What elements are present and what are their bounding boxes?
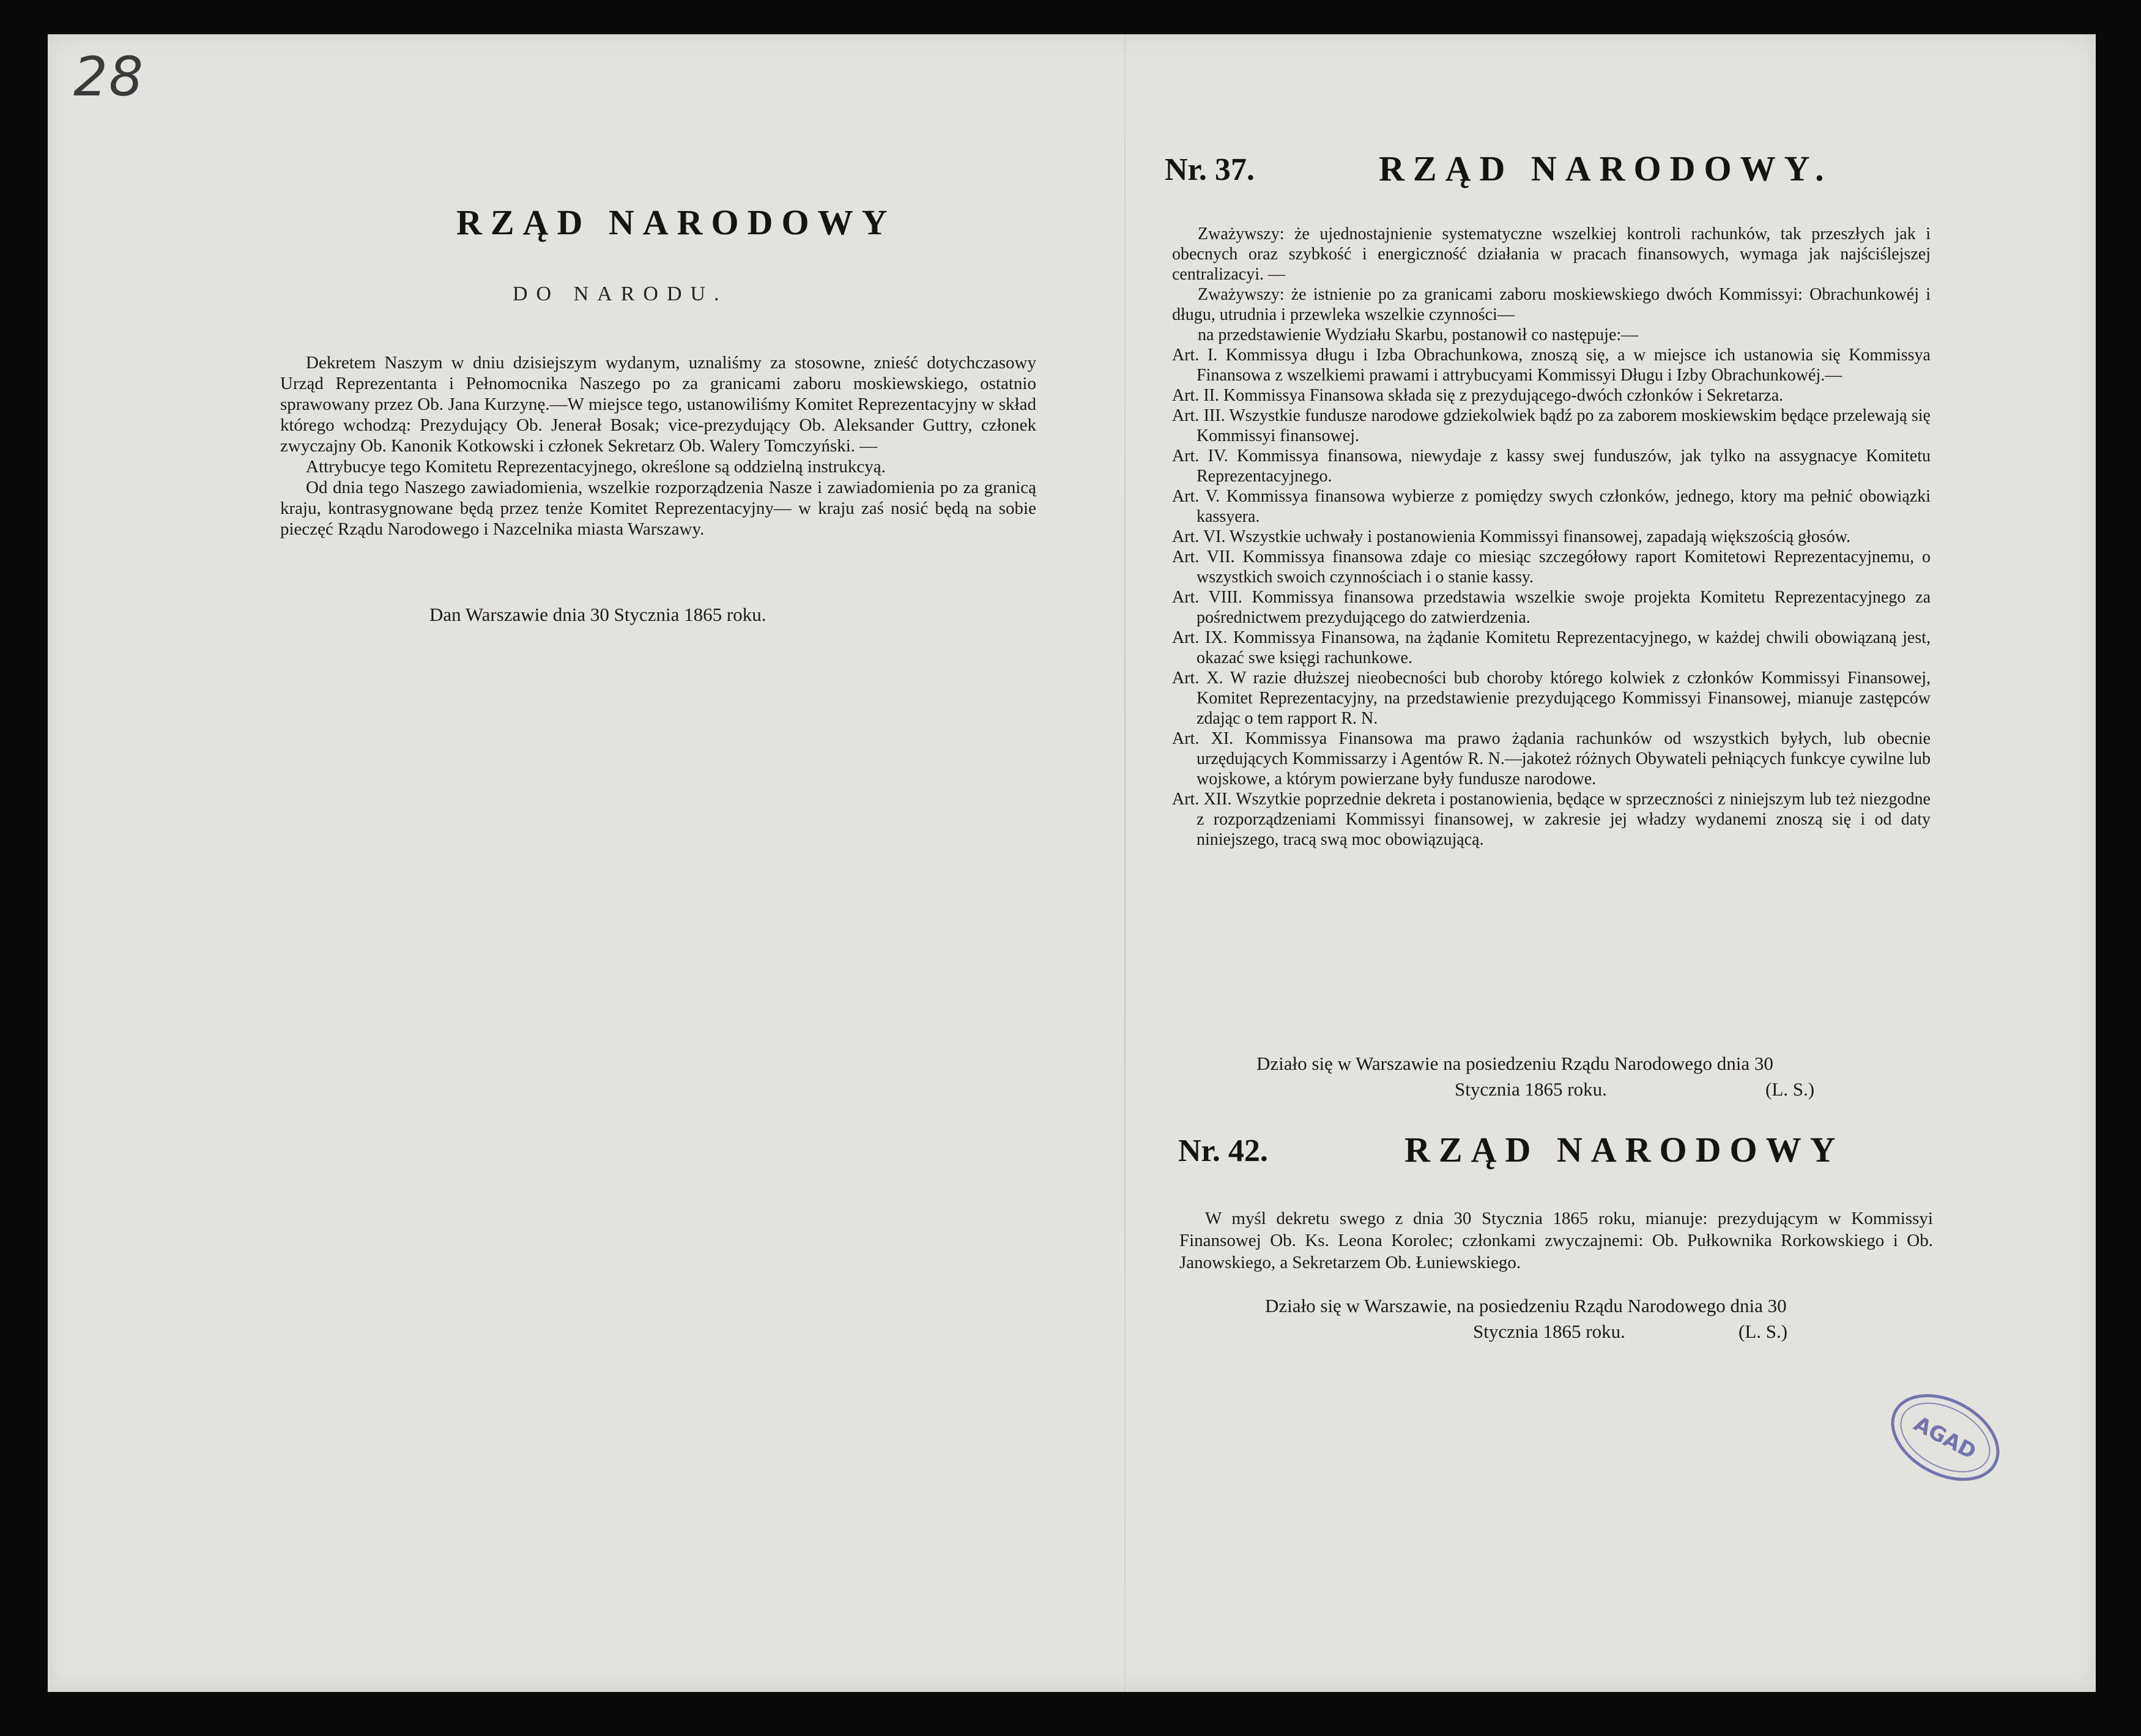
left-title: RZĄD NARODOWY <box>456 202 896 242</box>
decree-42-seal-mark: (L. S.) <box>1738 1321 1788 1342</box>
page-fold <box>1124 34 1126 1692</box>
decree-37-signature-date: Stycznia 1865 roku. <box>1455 1078 1607 1100</box>
decree-37-article: Art. XII. Wszytkie poprzednie dekreta i postanowienia, będące w sprzeczności z niniejszym lub też niezgodne z rozporządzeniami Kommissyi finansowej, w zakresie jej władzy wydanemi znoszą się i od daty niniejszego, tracą swą moc obowiązującą. <box>1172 790 1931 849</box>
decree-37-article: Art. XI. Kommissya Finansowa ma prawo żądania rachunków od wszystkich byłych, lub obecnie urzędujących Kommissarzy i Agentów R. N.—jakoteż różnych Obywateli pełniących funkcye cywilne lub wojskowe, a którym powierzane były fundusze narodowe. <box>1172 729 1931 788</box>
left-subtitle: DO NARODU. <box>513 283 728 305</box>
decree-37-intro: Zważywszy: że istnienie po za granicami zaboru moskiewskiego dwóch Kommissyi: Obrachunkowéj i długu, utrudnia i przewleka wszelkie czynności— <box>1172 285 1931 324</box>
decree-42-body <box>1179 1207 1933 1274</box>
decree-42-signature-date: Stycznia 1865 roku. <box>1473 1321 1625 1342</box>
decree-37-article: Art. V. Kommissya finansowa wybierze z pomiędzy swych członków, jednego, ktory ma pełnić obowiązki kassyera. <box>1172 487 1931 526</box>
document-sheet <box>48 34 2096 1692</box>
archive-stamp-icon <box>1871 1371 2019 1504</box>
decree-42-title: RZĄD NARODOWY <box>1404 1130 1844 1170</box>
left-body <box>280 352 1036 540</box>
decree-37-intro: na przedstawienie Wydziału Skarbu, postanowił co następuje:— <box>1198 325 1639 344</box>
decree-37-article: Art. II. Kommissya Finansowa składa się z prezydującego-dwóch członków i Sekretarza. <box>1172 386 1784 405</box>
decree-37-intro: Zważywszy: że ujednostajnienie systematyczne wszelkiej kontroli rachunków, tak przeszłych jak i obecnych oraz szybkość i energiczność działania w pracach finansowych, wymaga jak najściślejszej centralizacyi. — <box>1172 224 1931 284</box>
decree-37-body <box>1172 224 1931 850</box>
decree-number-37: Nr. 37. <box>1165 152 1255 187</box>
decree-37-article: Art. VIII. Kommissya finansowa przedstawia wszelkie swoje projekta Komitetu Reprezentacyjnego za pośrednictwem prezydującego do zatwierdzenia. <box>1172 588 1931 627</box>
left-paragraph: Attrybucye tego Komitetu Reprezentacyjnego, określone są oddzielną instrukcyą. <box>306 457 886 477</box>
decree-number-42: Nr. 42. <box>1178 1133 1268 1168</box>
left-paragraph: Od dnia tego Naszego zawiadomienia, wszelkie rozporządzenia Nasze i zawiadomienia po za granicą kraju, kontrasygnowane będą przez tenże Komitet Reprezentacyjny— w kraju zaś nosić będą na sobie pieczęć Rządu Narodowego i Nazcelnika miasta Warszawy. <box>280 478 1036 539</box>
left-paragraph: Dekretem Naszym w dniu dzisiejszym wydanym, uznaliśmy za stosowne, znieść dotychczasowy Urząd Reprezentanta i Pełnomocnika Naszego po za granicami zaboru moskiewskiego, ostatnio sprawowany przez Ob. Jana Kurzynę.—W miejsce tego, ustanowiliśmy Komitet Reprezentacyjny w skład którego wchodzą: Prezydujący Ob. Jenerał Bosak; vice-prezydujący Ob. Aleksander Guttry, członek zwyczajny Ob. Kanonik Kotkowski i członek Sekretarz Ob. Walery Tomczyński. — <box>280 353 1036 456</box>
decree-37-article: Art. IX. Kommissya Finansowa, na żądanie Komitetu Reprezentacyjnego, w każdej chwili obowiązaną jest, okazać swe księgi rachunkowe. <box>1172 628 1931 667</box>
decree-42-signature-line: Działo się w Warszawie, na posiedzeniu Rządu Narodowego dnia 30 <box>1265 1295 1787 1316</box>
decree-37-article: Art. I. Kommissya długu i Izba Obrachunkowa, znoszą się, a w miejsce ich ustanowia się Kommissya Finansowa z wszelkiemi prawami i attrybucyami Kommissyi Długu i Izby Obrachunkowéj.— <box>1172 346 1931 385</box>
decree-42-paragraph: W myśl dekretu swego z dnia 30 Stycznia 1865 roku, mianuje: prezydującym w Kommissyi Finansowej Ob. Ks. Leona Korolec; członkami zwyczajnemi: Ob. Pułkownika Rorkowskiego i Ob. Janowskiego, a Sekretarzem Ob. Łuniewskiego. <box>1179 1209 1933 1272</box>
decree-37-article: Art. III. Wszystkie fundusze narodowe gdziekolwiek bądź po za zaborem moskiewskim będące przelewają się Kommissyi finansowej. <box>1172 406 1931 445</box>
page-number: 28 <box>73 45 144 108</box>
decree-37-signature-line: Działo się w Warszawie na posiedzeniu Rządu Narodowego dnia 30 <box>1256 1053 1773 1074</box>
decree-37-article: Art. VII. Kommissya finansowa zdaje co miesiąc szczegółowy raport Komitetowi Reprezentacyjnemu, o wszystkich swoich czynnościach i o stanie kassy. <box>1172 547 1931 587</box>
decree-37-article: Art. X. W razie dłuższej nieobecności bub choroby którego kolwiek z członków Kommissyi Finansowej, Komitet Reprezentacyjny, na przedstawienie prezydującego Kommissyi Finansowej, mianuje zastępców zdając o tem rapport R. N. <box>1172 669 1931 728</box>
left-date: Dan Warszawie dnia 30 Stycznia 1865 roku. <box>429 604 766 625</box>
decree-37-seal-mark: (L. S.) <box>1765 1078 1815 1100</box>
decree-37-title: RZĄD NARODOWY. <box>1379 149 1833 188</box>
decree-37-article: Art. VI. Wszystkie uchwały i postanowienia Kommissyi finansowej, zapadają większością głosów. <box>1172 527 1851 546</box>
decree-37-article: Art. IV. Kommissya finansowa, niewydaje z kassy swej funduszów, jak tylko na assygnacye Komitetu Reprezentacyjnego. <box>1172 447 1931 486</box>
svg-text:AGAD: AGAD <box>1910 1411 1980 1465</box>
